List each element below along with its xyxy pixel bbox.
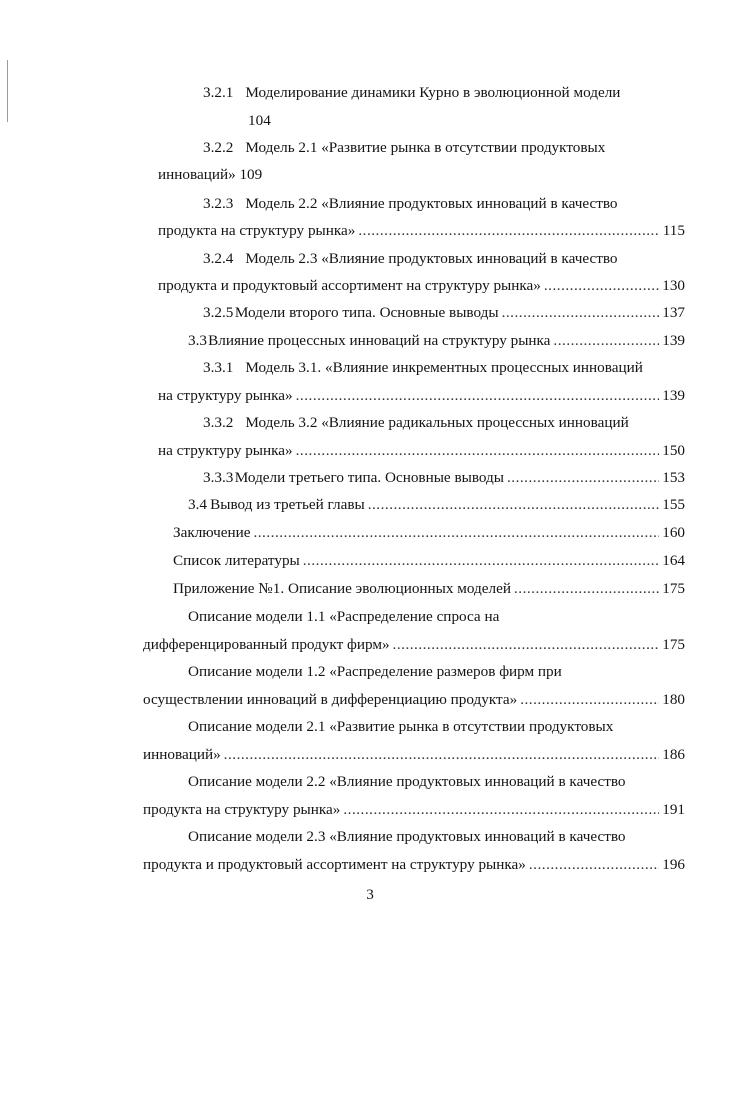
toc-entry-3-4 (188, 494, 685, 516)
toc-page: 153 (662, 469, 685, 486)
toc-leader-row (158, 440, 685, 462)
toc-leader-row (158, 220, 685, 242)
leader-dots (303, 550, 659, 572)
toc-number: 3.4 (188, 496, 207, 513)
toc-number: 3.2.3 (203, 195, 234, 212)
toc-title: Заключение (173, 524, 251, 541)
toc-title-continued: на структуру рынка» (158, 442, 293, 459)
toc-page: 137 (662, 304, 685, 321)
leader-dots (553, 330, 659, 352)
leader-dots (502, 302, 660, 324)
toc-leader-row (143, 744, 685, 766)
leader-dots (343, 799, 659, 821)
toc-entry-conclusion (173, 522, 685, 544)
toc-entry-3-2-3 (203, 193, 618, 215)
toc-title-continued: дифференцированный продукт фирм» (143, 636, 390, 653)
toc-entry-3-3-1 (203, 357, 643, 379)
leader-dots (296, 385, 660, 407)
leader-dots (544, 275, 659, 297)
toc-number: 3.3.3 (203, 469, 234, 486)
toc-page: 130 (662, 277, 685, 294)
leader-dots (529, 854, 659, 876)
toc-title-continued: на структуру рынка» (158, 387, 293, 404)
leader-dots (224, 744, 660, 766)
toc-title: Моделирование динамики Курно в эволюционной модели (245, 84, 621, 101)
toc-number: 3.2.2 (203, 139, 234, 156)
toc-title: Модель 3.2 «Влияние радикальных процессных инноваций (245, 414, 629, 431)
toc-leader-row (158, 275, 685, 297)
toc-page: 175 (662, 636, 685, 653)
toc-entry-3-2-5 (203, 302, 685, 324)
toc-title: Приложение №1. Описание эволюционных моделей (173, 580, 511, 597)
toc-page: 175 (662, 580, 685, 597)
toc-entry-model-1-2: Описание модели 1.2 «Распределение размеров фирм при (188, 663, 562, 680)
toc-entry-3-2-4 (203, 248, 618, 270)
toc-page: 186 (662, 746, 685, 763)
toc-entry-3-3 (188, 330, 685, 352)
leader-dots (368, 494, 660, 516)
toc-page: 160 (662, 524, 685, 541)
toc-title: Модель 2.1 «Развитие рынка в отсутствии продуктовых (245, 139, 606, 156)
leader-dots (393, 634, 660, 656)
toc-page: 196 (662, 856, 685, 873)
leader-dots (253, 522, 659, 544)
leader-dots (507, 467, 659, 489)
toc-title: Список литературы (173, 552, 300, 569)
toc-page: 115 (662, 222, 685, 239)
toc-entry-appendix-1 (173, 578, 685, 600)
toc-title: Модель 2.3 «Влияние продуктовых инноваций в качество (245, 250, 618, 267)
toc-entry-3-2-1 (203, 82, 620, 104)
toc-number: 3.2.5 (203, 304, 234, 321)
leader-dots (358, 220, 659, 242)
toc-entry-3-3-3 (203, 467, 685, 489)
toc-title-continued: инноваций» 109 (158, 166, 263, 183)
toc-entry-3-2-2 (203, 137, 605, 159)
toc-leader-row (143, 854, 685, 876)
toc-number: 3.2.1 (203, 84, 234, 101)
leader-dots (514, 578, 659, 600)
toc-page: 180 (662, 691, 685, 708)
toc-page: 104 (248, 112, 271, 129)
toc-number: 3.3.1 (203, 359, 234, 376)
toc-entry-model-2-3: Описание модели 2.3 «Влияние продуктовых инноваций в качество (188, 828, 626, 845)
toc-title-continued: продукта и продуктовый ассортимент на структуру рынка» (158, 277, 541, 294)
toc-leader-row (143, 634, 685, 656)
toc-title: Модели второго типа. Основные выводы (234, 304, 499, 321)
toc-title-continued: продукта и продуктовый ассортимент на структуру рынка» (143, 856, 526, 873)
toc-number: 3.2.4 (203, 250, 234, 267)
toc-leader-row (158, 385, 685, 407)
toc-number: 3.3.2 (203, 414, 234, 431)
toc-entry-model-2-1: Описание модели 2.1 «Развитие рынка в отсутствии продуктовых (188, 718, 614, 735)
toc-title: Влияние процессных инноваций на структуру рынка (208, 332, 551, 349)
leader-dots (520, 689, 659, 711)
toc-entry-model-1-1: Описание модели 1.1 «Распределение спроса на (188, 608, 500, 625)
toc-entry-model-2-2: Описание модели 2.2 «Влияние продуктовых инноваций в качество (188, 773, 626, 790)
toc-leader-row (143, 799, 685, 821)
toc-page: 155 (662, 496, 685, 513)
toc-title: Вывод из третьей главы (210, 496, 365, 513)
toc-page: 139 (662, 387, 685, 404)
toc-title: Модели третьего типа. Основные выводы (234, 469, 504, 486)
toc-page: 150 (662, 442, 685, 459)
toc-title-continued: продукта на структуру рынка» (143, 801, 341, 818)
leader-dots (296, 440, 660, 462)
toc-title: Модель 3.1. «Влияние инкрементных процессных инноваций (245, 359, 643, 376)
toc-title: Модель 2.2 «Влияние продуктовых инноваций в качество (245, 195, 618, 212)
toc-number: 3.3 (188, 332, 207, 349)
scan-artifact-line (7, 60, 8, 122)
toc-title-continued: продукта на структуру рынка» (158, 222, 356, 239)
toc-entry-3-3-2 (203, 412, 629, 434)
toc-title-continued: инноваций» (143, 746, 221, 763)
toc-title-continued: осуществлении инноваций в дифференциацию продукта» (143, 691, 518, 708)
toc-leader-row (143, 689, 685, 711)
page-number: 3 (366, 886, 374, 903)
toc-page: 164 (662, 552, 685, 569)
toc-page: 191 (662, 801, 685, 818)
toc-page: 139 (662, 332, 685, 349)
toc-entry-references (173, 550, 685, 572)
